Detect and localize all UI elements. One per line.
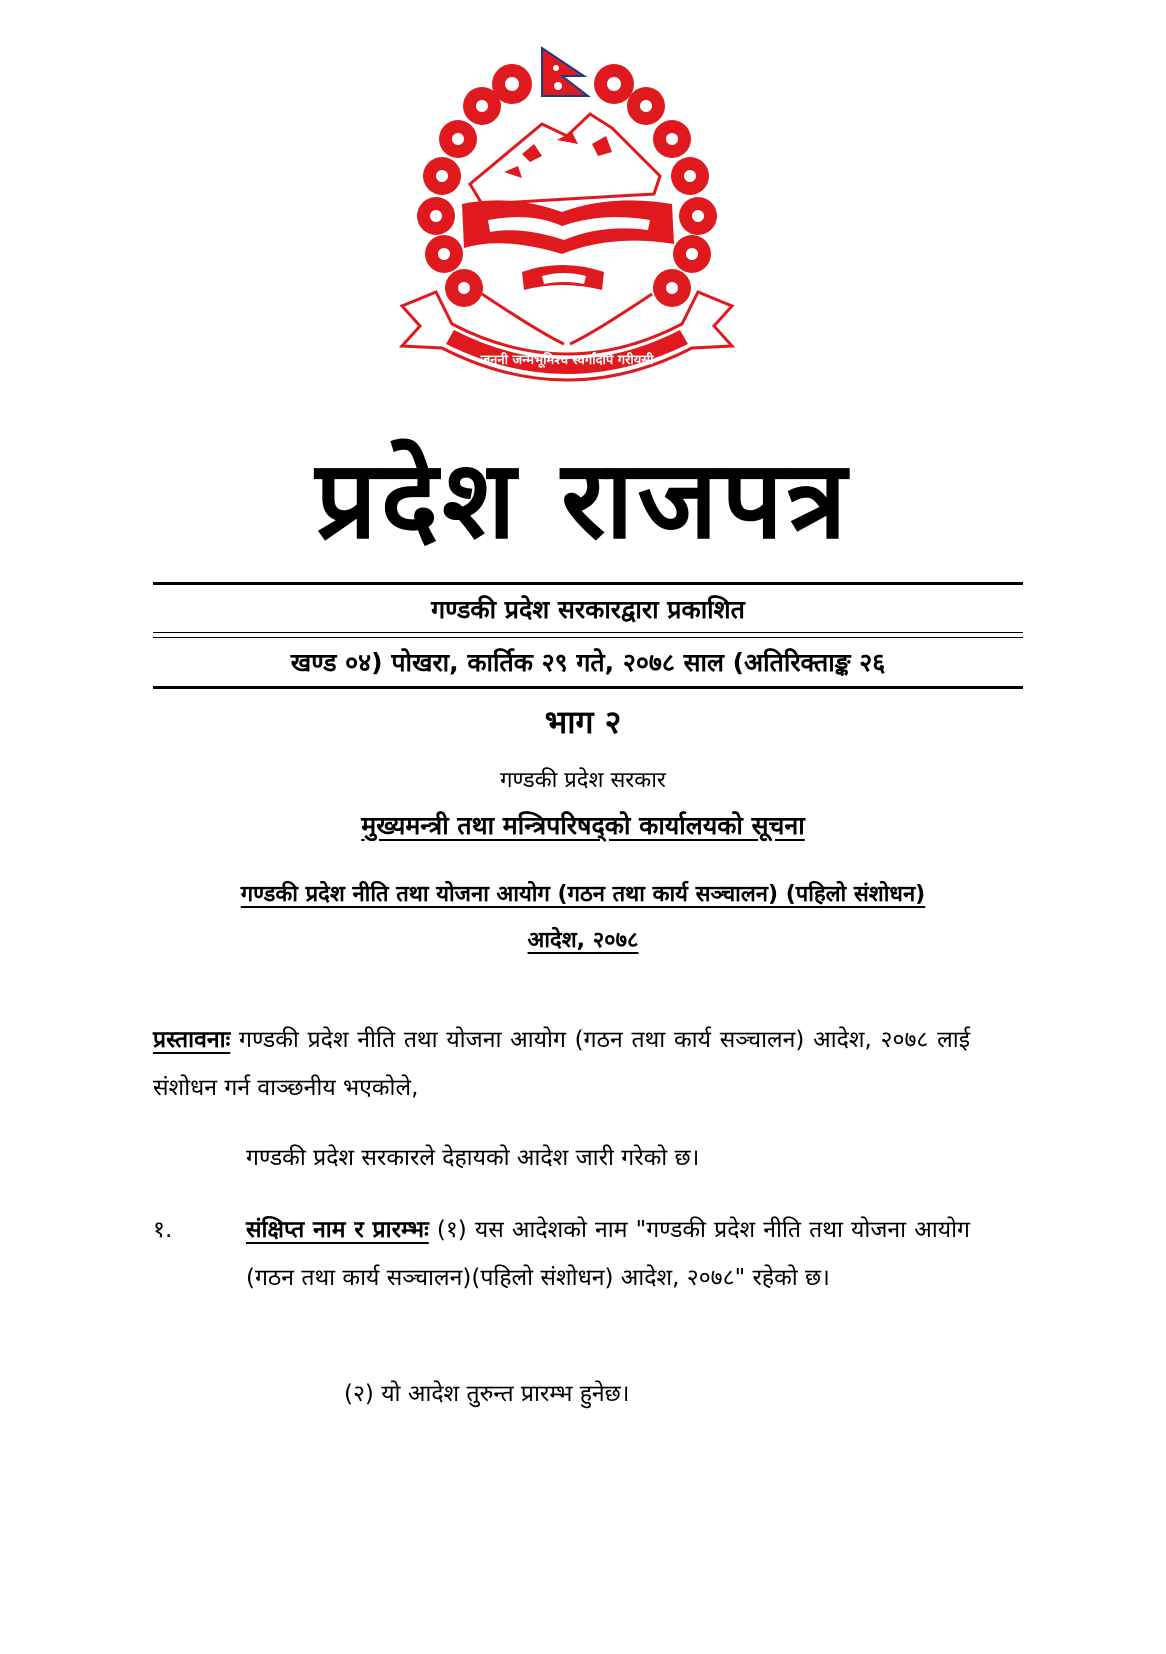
section-text: (१) यस आदेशको नाम "गण्डकी प्रदेश नीति तथा योजना आयोग (गठन तथा कार्य सञ्चालन)(पहिलो संशोधन) आदेश, २०७८" रहेको छ। — [246, 1217, 971, 1291]
coat-of-arms-icon — [392, 44, 792, 404]
header-rule-bottom — [153, 686, 1023, 689]
issue-line: खण्ड ०४) पोखरा, कार्तिक २९ गते, २०७८ साल (अतिरिक्ताङ्क २६ — [290, 648, 886, 677]
preamble-label: प्रस्तावनाः — [153, 1027, 231, 1053]
header-rule-top — [153, 582, 1023, 585]
notice-title: मुख्यमन्त्री तथा मन्त्रिपरिषद्को कार्यालयको सूचना — [361, 811, 805, 840]
section-number: १. — [153, 1217, 173, 1243]
header-rule-double-2 — [153, 637, 1023, 638]
gazette-masthead: प्रदेश राजपत्र — [315, 438, 851, 563]
preamble-paragraph — [153, 1016, 970, 1112]
order-subtitle: आदेश, २०७८ — [527, 928, 639, 953]
part-label: भाग २ — [544, 703, 622, 741]
publisher-line: गण्डकी प्रदेश सरकारद्वारा प्रकाशित — [431, 595, 745, 624]
header-rule-double-1 — [153, 632, 1023, 633]
section-heading: संक्षिप्त नाम र प्रारम्भः — [246, 1217, 429, 1243]
government-name: गण्डकी प्रदेश सरकार — [500, 768, 666, 793]
coat-of-arms-emblem — [392, 44, 792, 404]
order-title: गण्डकी प्रदेश नीति तथा योजना आयोग (गठन तथा कार्य सञ्चालन) (पहिलो संशोधन) — [240, 882, 926, 907]
emblem-motto: जननी जन्मभूमिश्च स्वर्गादपि गरीयसी — [480, 353, 654, 368]
subsection-text: (२) यो आदेश तुरुन्त प्रारम्भ हुनेछ। — [344, 1381, 630, 1407]
enactment-clause: गण्डकी प्रदेश सरकारले देहायको आदेश जारी गरेको छ। — [246, 1145, 700, 1171]
section-paragraph — [246, 1206, 970, 1302]
preamble-text: गण्डकी प्रदेश नीति तथा योजना आयोग (गठन तथा कार्य सञ्चालन) आदेश, २०७८ लाई संशोधन गर्न वाञ्छनीय भएकोले, — [153, 1027, 970, 1101]
